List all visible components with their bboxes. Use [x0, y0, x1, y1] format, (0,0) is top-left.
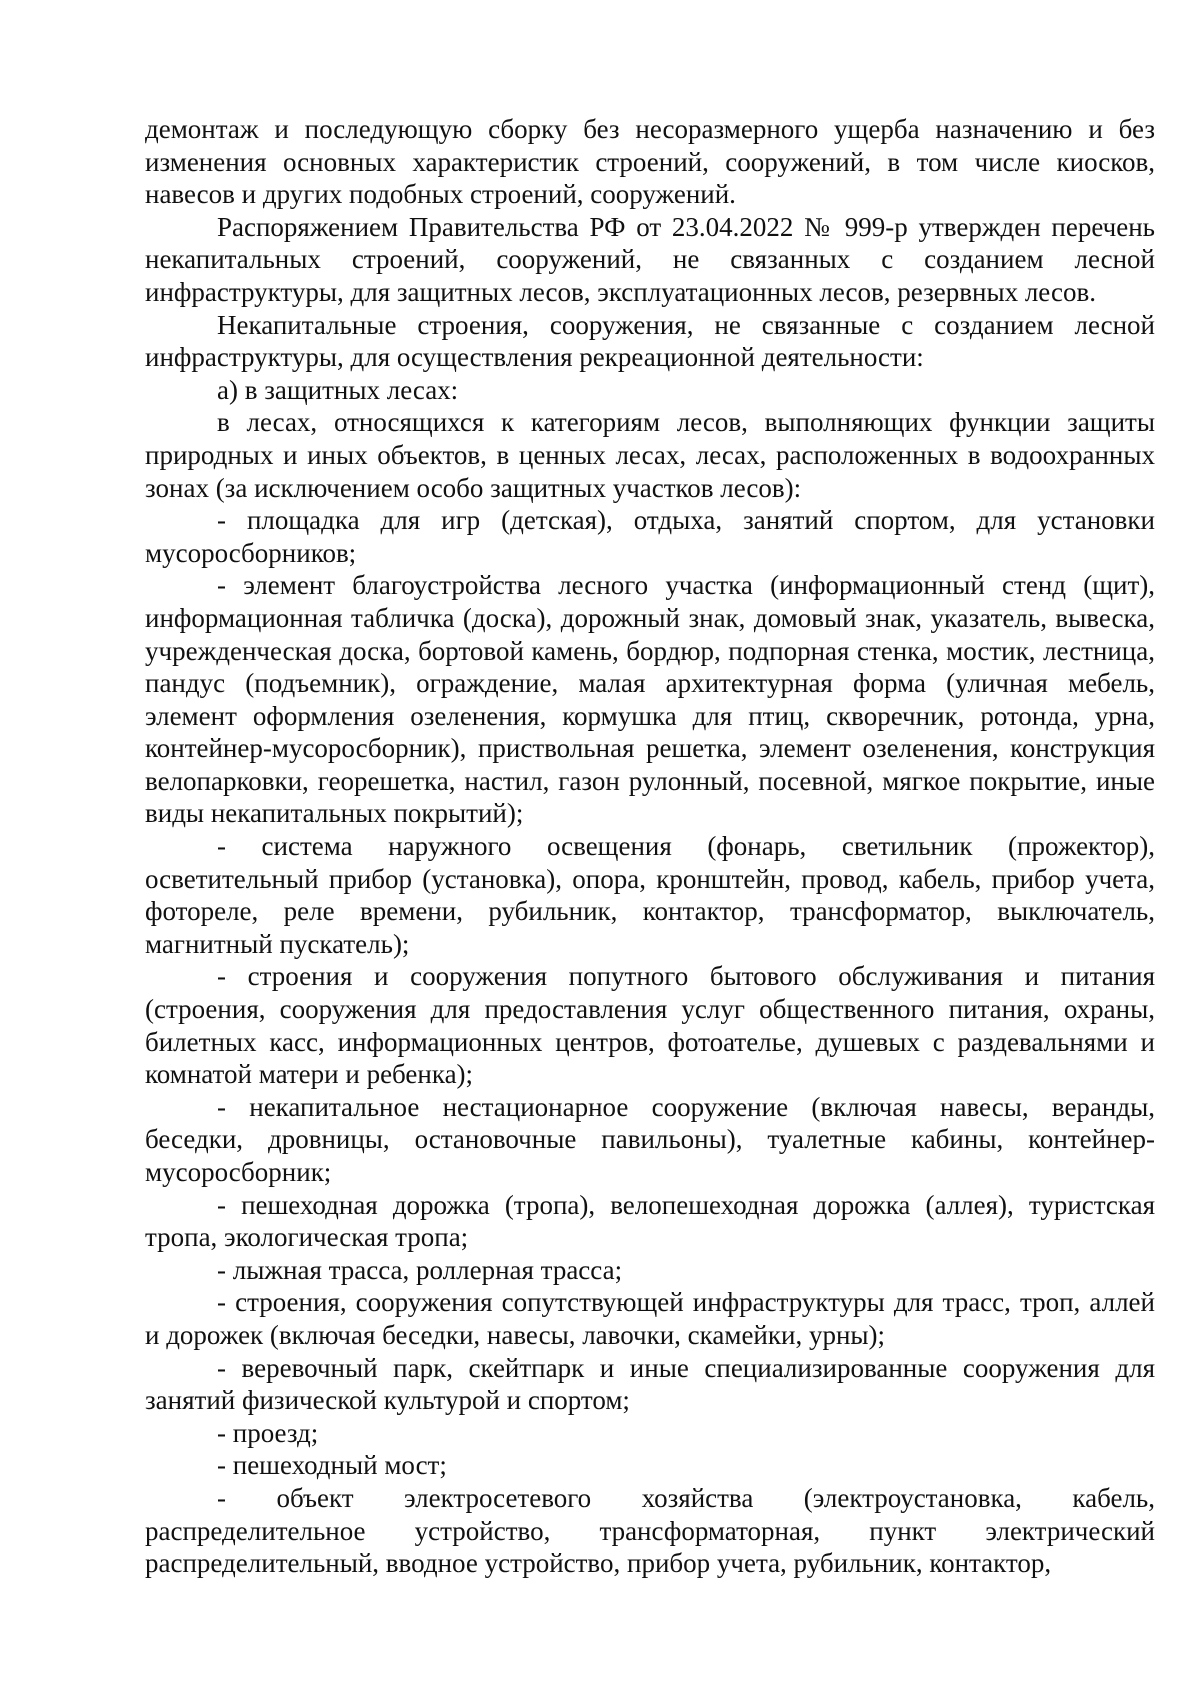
list-item-rope-park: - веревочный парк, скейтпарк и иные специализированные сооружения для занятий физической культурой и спортом;	[145, 1352, 1155, 1416]
list-item-landscaping-element: - элемент благоустройства лесного участка (информационный стенд (щит), информационная табличка (доска), дорожный знак, домовый знак, указатель, вывеска, учрежденческая доска, бортовой камень, бордюр, подпорная стенка, мостик, лестница, пандус (подъемник), ограждение, малая архитектурная форма (уличная мебель, элемент оформления озеленения, кормушка для птиц, скворечник, ротонда, урна, контейнер-мусоросборник), приствольная решетка, элемент озеленения, конструкция велопарковки, георешетка, настил, газон рулонный, посевной, мягкое покрытие, иные виды некапитальных покрытий);	[145, 570, 1155, 829]
list-item-power-grid-object: - объект электросетевого хозяйства (электроустановка, кабель, распределительное устройство, трансформаторная, пункт электрический распределительный, вводное устройство, прибор учета, рубильник, контактор,	[145, 1482, 1155, 1579]
list-item-outdoor-lighting: - система наружного освещения (фонарь, светильник (прожектор), осветительный прибор (установка), опора, кронштейн, провод, кабель, прибор учета, фотореле, реле времени, рубильник, контактор, трансформатор, выключатель, магнитный пускатель);	[145, 831, 1155, 959]
document-page	[145, 113, 1155, 1580]
paragraph-continuation: демонтаж и последующую сборку без несоразмерного ущерба назначению и без изменения основных характеристик строений, сооружений, в том числе киосков, навесов и других подобных строений, сооружений.	[145, 114, 1155, 210]
paragraph-forest-categories: в лесах, относящихся к категориям лесов, выполняющих функции защиты природных и иных объектов, в ценных лесах, лесах, расположенных в водоохранных зонах (за исключением особо защитных участков лесов):	[145, 407, 1155, 503]
paragraph-government-order: Распоряжением Правительства РФ от 23.04.2022 № 999-р утвержден перечень некапитальных строений, сооружений, не связанных с созданием лесной инфраструктуры, для защитных лесов, эксплуатационных лесов, резервных лесов.	[145, 211, 1155, 307]
paragraph-recreation-intro: Некапитальные строения, сооружения, не связанные с созданием лесной инфраструктуры, для осуществления рекреационной деятельности:	[145, 309, 1155, 373]
list-item-service-buildings: - строения и сооружения попутного бытового обслуживания и питания (строения, сооружения для предоставления услуг общественного питания, охраны, билетных касс, информационных центров, фотоателье, душевых с раздевальнями и комнатой матери и ребенка);	[145, 961, 1155, 1090]
list-item-pedestrian-bridge: - пешеходный мост;	[217, 1450, 447, 1481]
list-item-trail-infrastructure: - строения, сооружения сопутствующей инфраструктуры для трасс, троп, аллей и дорожек (включая беседки, навесы, лавочки, скамейки, урны);	[145, 1287, 1155, 1350]
list-item-footpath: - пешеходная дорожка (тропа), велопешеходная дорожка (аллея), туристская тропа, экологическая тропа;	[145, 1189, 1155, 1253]
list-item-nonstationary-structure: - некапитальное нестационарное сооружение (включая навесы, веранды, беседки, дровницы, остановочные павильоны), туалетные кабины, контейнер-мусоросборник;	[145, 1091, 1155, 1187]
list-item-driveway: - проезд;	[217, 1417, 319, 1448]
paragraph-protective-forests-heading: а) в защитных лесах:	[217, 374, 459, 405]
list-item-ski-track: - лыжная трасса, роллерная трасса;	[217, 1254, 623, 1285]
list-item-playground: - площадка для игр (детская), отдыха, занятий спортом, для установки мусоросборников;	[145, 505, 1155, 568]
